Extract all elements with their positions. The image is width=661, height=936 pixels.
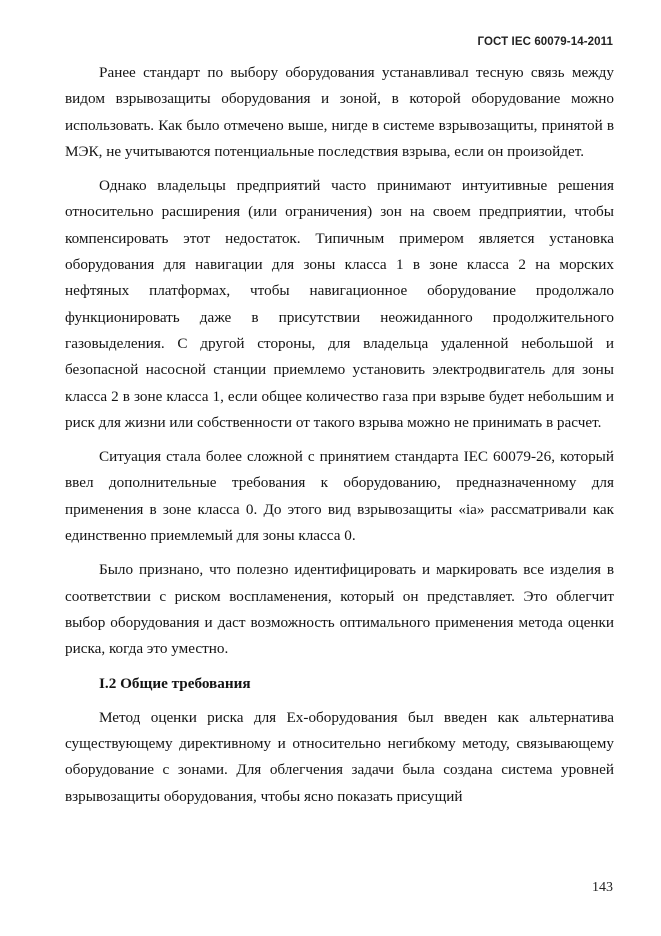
page-number: 143: [592, 880, 613, 895]
paragraph-previous-standard: Ранее стандарт по выбору оборудования устанавливал тесную связь между видом взрывозащиты оборудования и зоной, в которой оборудование можно использовать. Как было отмечено выше, нигде в системе взрывозащиты, принятой в МЭК, не учитываются потенциальные последствия взрыва, если он произойдет.: [65, 64, 614, 160]
paragraph-iec-60079-26: Ситуация стала более сложной с принятием стандарта IEC 60079-26, который ввел дополнительные требования к оборудованию, предназначенному для применения в зоне класса 0. До этого вид взрывозащиты «ia» рассматривали как единственно приемлемый для зоны класса 0.: [65, 448, 614, 545]
paragraph-risk-assessment-method: Метод оценки риска для Ех-оборудования был введен как альтернатива существующему директивному и относительно негибкому методу, связывающему оборудование с зонами. Для облегчения задачи была создана система уровней взрывозащиты оборудования, чтобы ясно показать присущий: [65, 708, 614, 805]
document-header-standard-id: ГОСТ IEC 60079-14-2011: [477, 36, 613, 48]
section-heading: I.2 Общие требования: [99, 674, 251, 692]
paragraph-owners-decisions: Однако владельцы предприятий часто принимают интуитивные решения относительно расширения (или ограничения) зон на своем предприятии, чтобы компенсировать этот недостаток. Типичным примером является установка оборудования для навигации для зоны класса 1 в зоне класса 2 на морских нефтяных платформах, чтобы навигационное оборудование продолжало функционировать даже в присутствии неожиданного продолжительного газовыделения. С другой стороны, для владельца удаленной небольшой и безопасной насосной станции приемлемо установить электродвигатель для зоны класса 2 в зоне класса 1, если общее количество газа при взрыве будет небольшим и риск для жизни или собственности от такого взрыва можно не принимать в расчет.: [65, 177, 614, 431]
document-body: [65, 60, 614, 810]
paragraph-ignition-risk-marking: Было признано, что полезно идентифицировать и маркировать все изделия в соответствии с риском воспламенения, который он представляет. Это облегчит выбор оборудования и даст возможность оптимального применения метода оценки риска, когда это уместно.: [65, 561, 614, 658]
